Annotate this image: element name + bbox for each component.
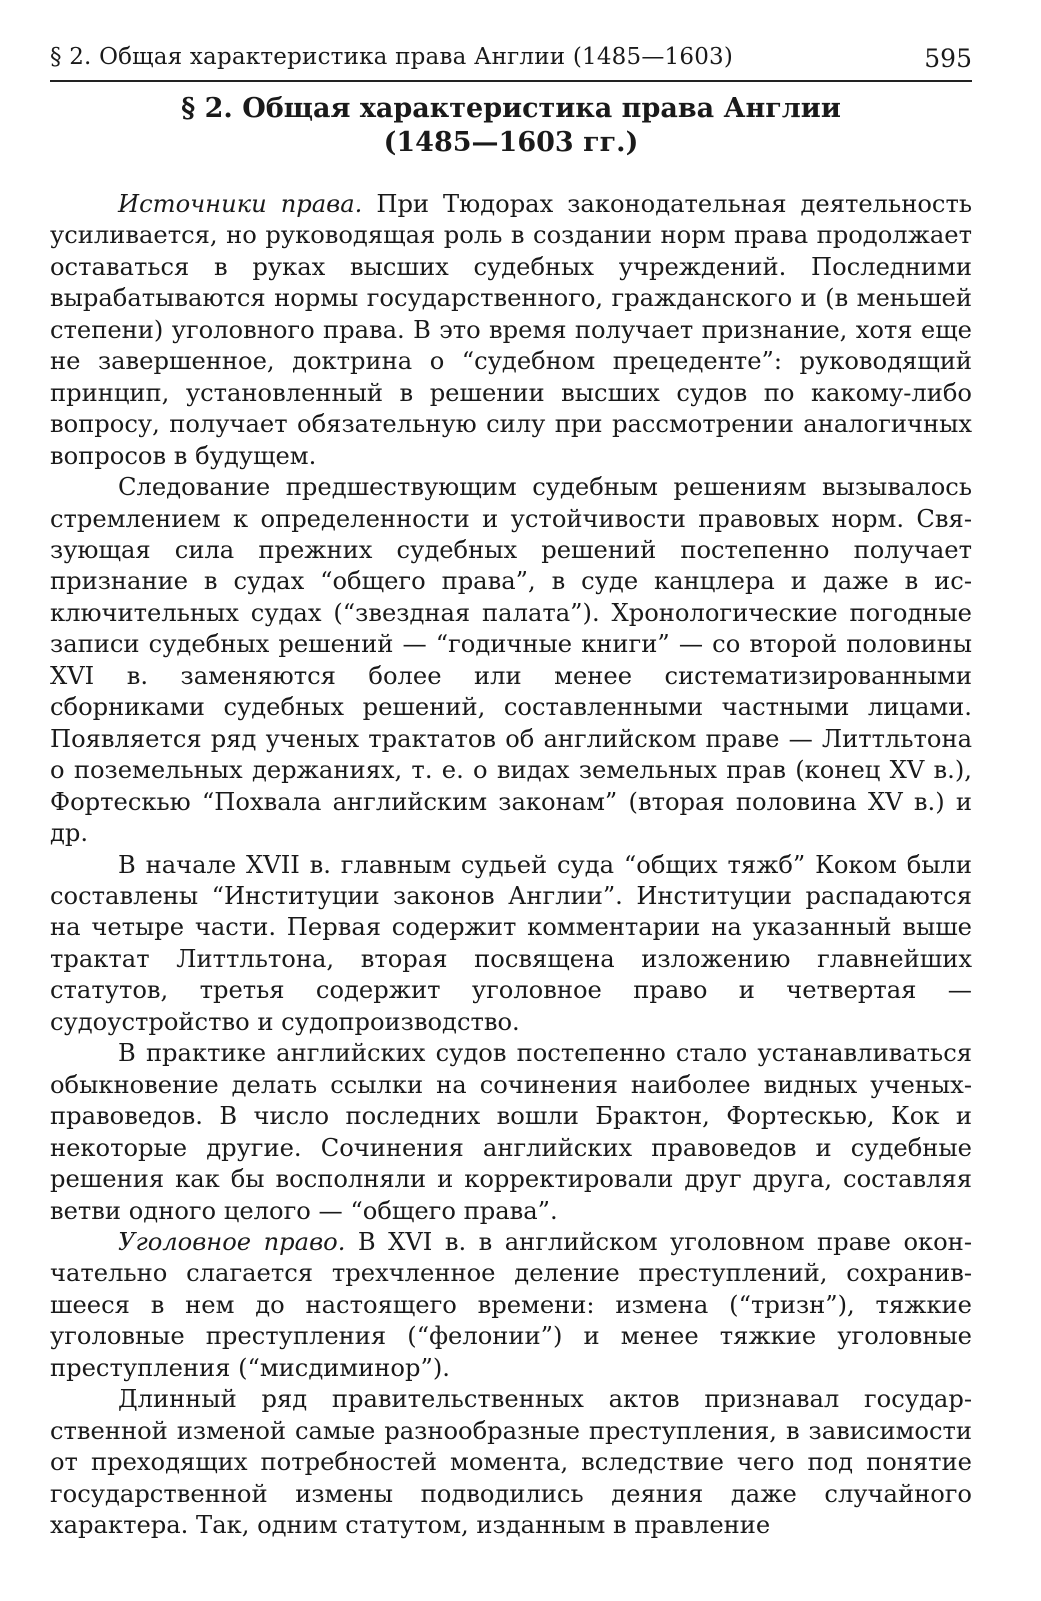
paragraph-treason [50, 1384, 972, 1541]
body-text [50, 189, 972, 1541]
section-title-line-1: § 2. Общая характеристика права Англии [181, 93, 841, 124]
paragraph-coke-institutes [50, 850, 972, 1039]
paragraph-legal-scholars [50, 1038, 972, 1227]
paragraph-sources-of-law [50, 189, 972, 472]
section-heading [50, 92, 972, 160]
paragraph-lead-criminal: Уголовное право. [118, 1227, 346, 1256]
paragraph-precedent [50, 472, 972, 849]
page-number: 595 [924, 44, 972, 73]
running-title: § 2. Общая характеристика права Англии (1485—1603) [50, 44, 734, 70]
paragraph-text: В практике английских судов постепенно стало устанавливаться обыкновение делать ссылки на сочинения наиболее видных ученых-правоведов. В число последних вошли Брактон, Фортескью, Кок и некоторые другие. Сочинения английских правоведов и судебные решения как бы восполняли и корректировали друг друга, составляя ветви одного целого — “общего права”. [50, 1039, 972, 1225]
paragraph-text: При Тюдорах законодательная деятельность усиливается, но руководящая роль в создании норм права продолжает оставаться в руках высших судебных учреждений. Последними вырабатываются нормы государственного, гражданского и (в меньшей степени) уголовного права. В это время получает признание, хотя еще не завершенное, доктрина о “судебном прецеденте”: руководящий принцип, установленный в решении высших судов по какому-либо вопросу, получает обязательную силу при рассмотрении аналогичных вопросов в будущем. [50, 190, 972, 470]
paragraph-text: В XVI в. в английском уголовном праве окончательно слагается трехчленное деление преступлений, сохранившееся в нем до настоящего времени: измена (“тризн”), тяжкие уголовные преступления (“фелонии”) и менее тяжкие уголовные преступления (“мисдиминор”). [50, 1227, 972, 1382]
running-header [50, 40, 972, 82]
paragraph-text: Длинный ряд правительственных актов признавал государственной изменой самые разнообразные преступления, в зависимости от преходящих потребностей момента, вследствие чего под понятие государственной измены подводились деяния даже случайного характера. Так, одним статутом, изданным в правление [50, 1385, 972, 1540]
section-title-line-2: (1485—1603 гг.) [383, 127, 639, 158]
paragraph-text: В начале XVII в. главным судьей суда “общих тяжб” Коком были составлены “Институции законов Англии”. Институции распадаются на четыре части. Первая содержит комментарии на указанный выше трактат Литтльтона, вторая посвящена изложению главнейших статутов, третья содержит уголовное право и четвертая — судоустройство и судопроизводство. [50, 850, 972, 1036]
paragraph-text: Следование предшествующим судебным решениям вызывалось стремлением к определенности и устойчивости правовых норм. Связующая сила прежних судебных решений постепенно получает признание в судах “общего права”, в суде канцлера и даже в исключительных судах (“звездная палата”). Хронологические погодные записи судебных решений — “годичные книги” — со второй половины XVI в. заменяются более или менее систематизированными сборниками судебных решений, составленными частными лицами. Появляется ряд ученых трактатов об английском праве — Литтльтона о поземельных держаниях, т. е. о видах земельных прав (конец XV в.), Фортескью “Похвала английским законам” (вторая половина XV в.) и др. [50, 473, 972, 848]
paragraph-criminal-law [50, 1227, 972, 1384]
paragraph-lead-sources: Источники права. [118, 190, 363, 218]
